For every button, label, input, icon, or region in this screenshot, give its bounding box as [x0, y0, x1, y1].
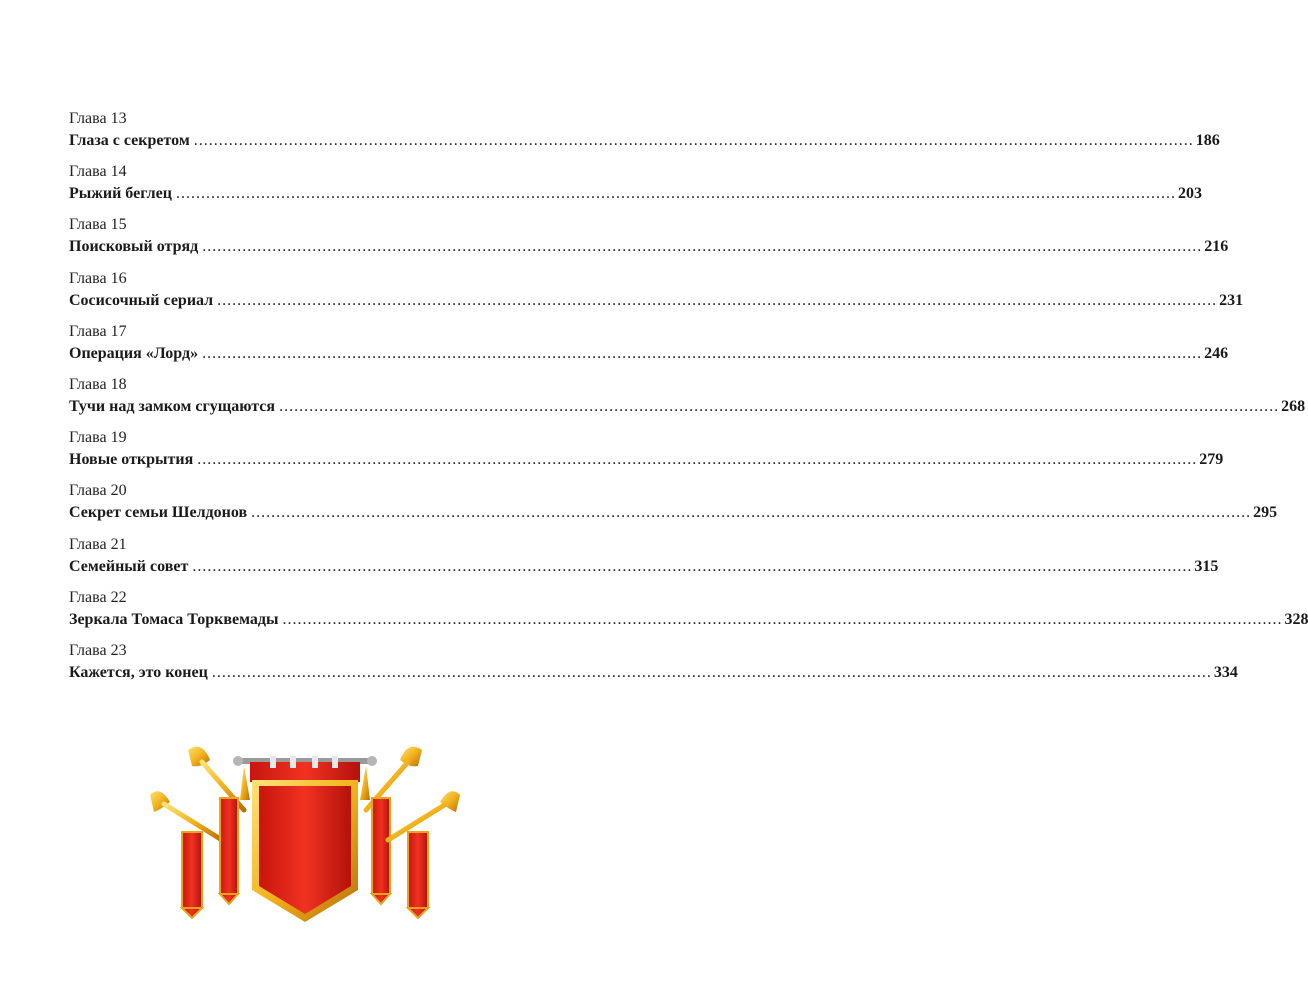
toc-entry [69, 429, 1224, 482]
chapter-number: Глава 20 [69, 482, 127, 500]
toc-entry [69, 535, 1219, 589]
toc-row[interactable] [69, 660, 1238, 686]
trumpet-icon [388, 791, 460, 918]
page-number: 268 [1281, 397, 1306, 415]
toc-row[interactable] [69, 500, 1278, 526]
chapter-number: Глава 17 [69, 322, 127, 340]
chapter-number: Глава 16 [69, 269, 127, 287]
page-number: 231 [1219, 291, 1244, 309]
toc-row[interactable] [69, 447, 1224, 473]
chapter-number: Глава 14 [69, 163, 127, 181]
chapter-title: Секрет семьи Шелдонов [69, 504, 248, 522]
trumpet-icon [150, 791, 222, 918]
chapter-title: Семейный совет [69, 557, 189, 575]
dot-leader: ........................................................................................................................................................................................................ [175, 185, 1176, 203]
toc-row[interactable] [69, 288, 1244, 314]
toc-row[interactable] [69, 128, 1220, 154]
chapter-number: Глава 23 [69, 641, 127, 659]
toc-row[interactable] [69, 554, 1219, 580]
chapter-number: Глава 13 [69, 110, 127, 127]
toc-entry [69, 269, 1244, 323]
table-of-contents [69, 110, 1308, 695]
heraldic-banner-with-trumpets-icon [140, 740, 470, 930]
dot-leader: ........................................................................................................................................................................................................ [279, 397, 1280, 415]
toc-row[interactable] [69, 181, 1202, 207]
banner-rod-icon [233, 756, 377, 782]
page-number: 186 [1195, 132, 1220, 149]
chapter-number: Глава 19 [69, 429, 127, 447]
page-number: 328 [1284, 610, 1308, 628]
toc-entry [69, 163, 1202, 216]
dot-leader: ........................................................................................................................................................................................................ [202, 238, 1203, 256]
chapter-title: Тучи над замком сгущаются [69, 397, 276, 415]
toc-entry [69, 588, 1308, 642]
toc-entry [69, 110, 1220, 163]
chapter-title: Рыжий беглец [69, 185, 172, 203]
chapter-title: Кажется, это конец [69, 663, 208, 681]
toc-row[interactable] [69, 394, 1306, 420]
page-number: 216 [1204, 238, 1229, 256]
chapter-title: Зеркала Томаса Торквемады [69, 610, 279, 628]
page-number: 295 [1253, 504, 1278, 522]
toc-entry [69, 216, 1229, 269]
toc-row[interactable] [69, 341, 1229, 367]
chapter-title: Новые открытия [69, 451, 194, 469]
toc-entry [69, 482, 1278, 535]
page-number: 315 [1194, 557, 1219, 575]
dot-leader: ........................................................................................................................................................................................................ [202, 344, 1203, 362]
toc-entry [69, 641, 1238, 695]
chapter-title: Глаза с секретом [69, 132, 190, 149]
chapter-number: Глава 18 [69, 375, 127, 393]
toc-entry [69, 322, 1229, 376]
dot-leader: ........................................................................................................................................................................................................ [282, 610, 1283, 628]
chapter-title: Поисковый отряд [69, 238, 199, 256]
toc-entry [69, 375, 1306, 429]
chapter-number: Глава 22 [69, 588, 127, 606]
toc-row[interactable] [69, 607, 1308, 633]
page-number: 246 [1204, 344, 1229, 362]
page-number: 203 [1177, 185, 1202, 203]
chapter-number: Глава 15 [69, 216, 127, 234]
dot-leader: ........................................................................................................................................................................................................ [217, 291, 1218, 309]
page-number: 279 [1199, 451, 1224, 469]
dot-leader: ........................................................................................................................................................................................................ [192, 557, 1193, 575]
chapter-title: Операция «Лорд» [69, 344, 199, 362]
banner-icon [252, 780, 358, 922]
toc-row[interactable] [69, 234, 1229, 260]
dot-leader: ........................................................................................................................................................................................................ [251, 504, 1252, 522]
dot-leader: ........................................................................................................................................................................................................ [197, 451, 1198, 469]
chapter-number: Глава 21 [69, 535, 127, 553]
page-number: 334 [1213, 663, 1238, 681]
dot-leader: ........................................................................................................................................................................................................ [193, 132, 1194, 149]
dot-leader: ........................................................................................................................................................................................................ [211, 663, 1212, 681]
chapter-title: Сосисочный сериал [69, 291, 214, 309]
